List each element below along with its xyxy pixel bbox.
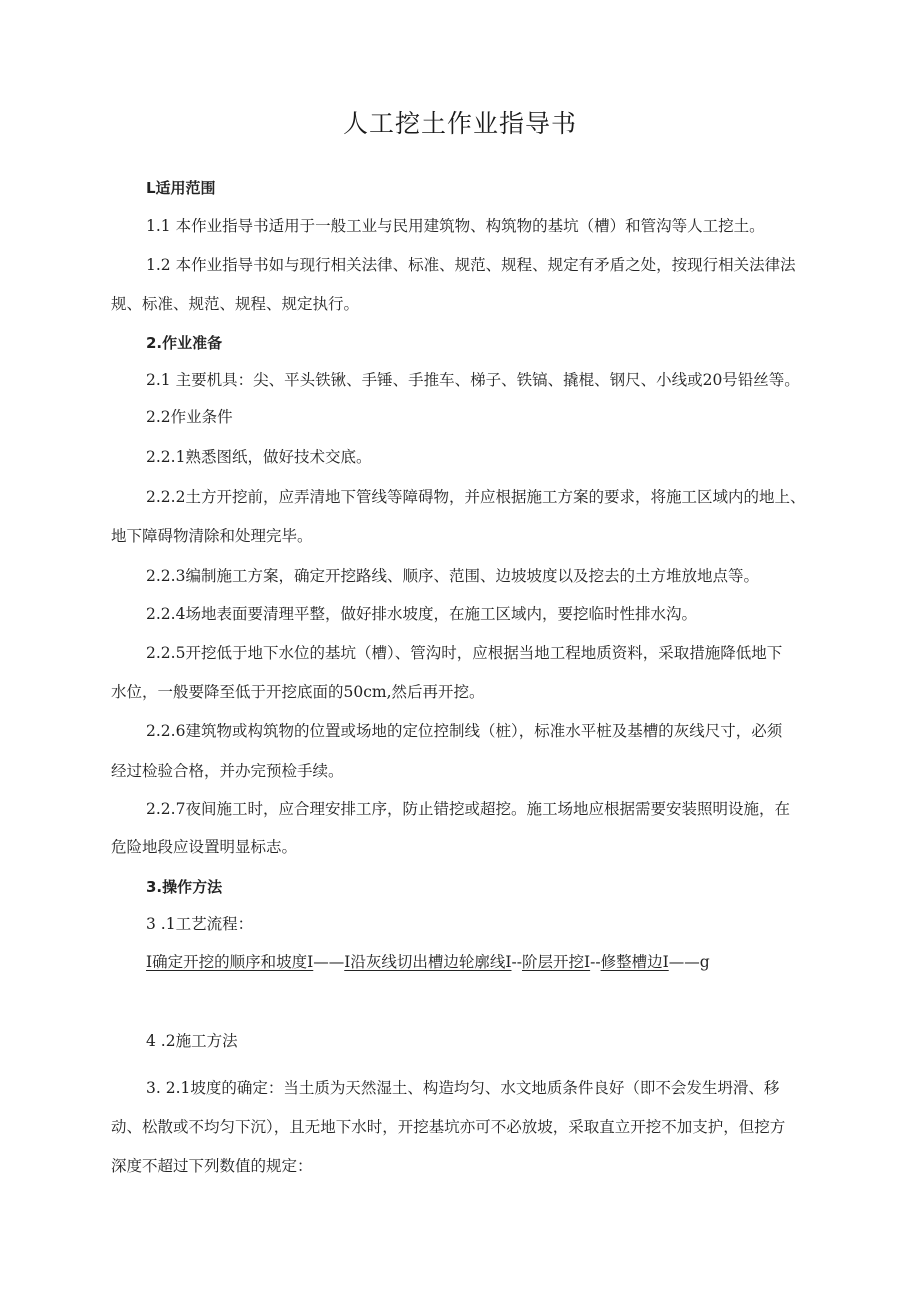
section-3-heading: 3.操作方法: [146, 878, 223, 896]
document-title: 人工挖土作业指导书: [342, 109, 577, 138]
paragraph-2-2-4: 2.2.4场地表面要清理平整，做好排水坡度，在施工区域内，要挖临时性排水沟。: [146, 605, 697, 623]
paragraph-2-2-3: 2.2.3编制施工方案，确定开挖路线、顺序、范围、边坡坡度以及挖去的土方堆放地点等。: [146, 567, 759, 585]
paragraph-2-2-5-line-1: 2.2.5开挖低于地下水位的基坑（槽）、管沟时，应根据当地工程地质资料，采取措施降低地下: [146, 644, 783, 662]
paragraph-3-2-1-line-2: 动、松散或不均匀下沉），且无地下水时，开挖基坑亦可不必放坡，采取直立开挖不加支护，但挖方: [111, 1118, 786, 1136]
paragraph-3-1: 3 .1工艺流程：: [146, 915, 254, 933]
flow-step-2: I沿灰线切出槽边轮廓线I: [344, 953, 512, 971]
paragraph-3-2-1-line-1: 3. 2.1坡度的确定：当土质为天然湿土、构造均匀、水文地质条件良好（即不会发生坍滑、移: [146, 1079, 780, 1097]
paragraph-2-2-6-line-2: 经过检验合格，并办完预检手续。: [111, 762, 344, 780]
section-2-heading: 2.作业准备: [146, 334, 223, 352]
process-flow: [146, 952, 710, 972]
paragraph-2-2-2-line-2: 地下障碍物清除和处理完毕。: [111, 527, 313, 545]
paragraph-1-1: 1.1 本作业指导书适用于一般工业与民用建筑物、构筑物的基坑（槽）和管沟等人工挖土。: [146, 217, 765, 235]
section-1-heading: L适用范围: [146, 179, 216, 197]
flow-step-1: I确定开挖的顺序和坡度I: [146, 953, 314, 971]
flow-separator-1: ——: [313, 953, 345, 971]
flow-step-4: 修整槽边I: [600, 953, 669, 971]
paragraph-2-2-6-line-1: 2.2.6建筑物或构筑物的位置或场地的定位控制线（桩），标准水平桩及基槽的灰线尺寸，必须: [146, 722, 783, 740]
paragraph-3-2-1-line-3: 深度不超过下列数值的规定：: [111, 1157, 313, 1175]
paragraph-2-2-2-line-1: 2.2.2土方开挖前，应弄清地下管线等障碍物，并应根据施工方案的要求，将施工区域内的地上、: [146, 488, 806, 506]
paragraph-1-2-line-2: 规、标准、规范、规程、规定执行。: [111, 295, 360, 313]
paragraph-2-2-7-line-1: 2.2.7夜间施工时，应合理安排工序，防止错挖或超挖。施工场地应根据需要安装照明设施，在: [146, 800, 790, 818]
flow-step-3: 阶层开挖I: [521, 953, 591, 971]
paragraph-1-2-line-1: 1.2 本作业指导书如与现行相关法律、标准、规范、规程、规定有矛盾之处，按现行相关法律法: [146, 256, 796, 274]
paragraph-2-2-5-line-2: 水位，一般要降至低于开挖底面的50cm,然后再开挖。: [111, 683, 485, 701]
flow-separator-3: --: [590, 953, 601, 971]
paragraph-4-2: 4 .2施工方法: [146, 1032, 238, 1050]
paragraph-2-2-1: 2.2.1熟悉图纸，做好技术交底。: [146, 448, 372, 466]
paragraph-2-2: 2.2作业条件: [146, 408, 233, 426]
flow-separator-4: ——g: [668, 953, 710, 971]
paragraph-2-2-7-line-2: 危险地段应设置明显标志。: [111, 838, 298, 856]
flow-separator-2: --: [511, 953, 522, 971]
paragraph-2-1: 2.1 主要机具：尖、平头铁锹、手锤、手推车、梯子、铁镐、撬棍、钢尺、小线或20号铅丝等。: [146, 371, 800, 389]
